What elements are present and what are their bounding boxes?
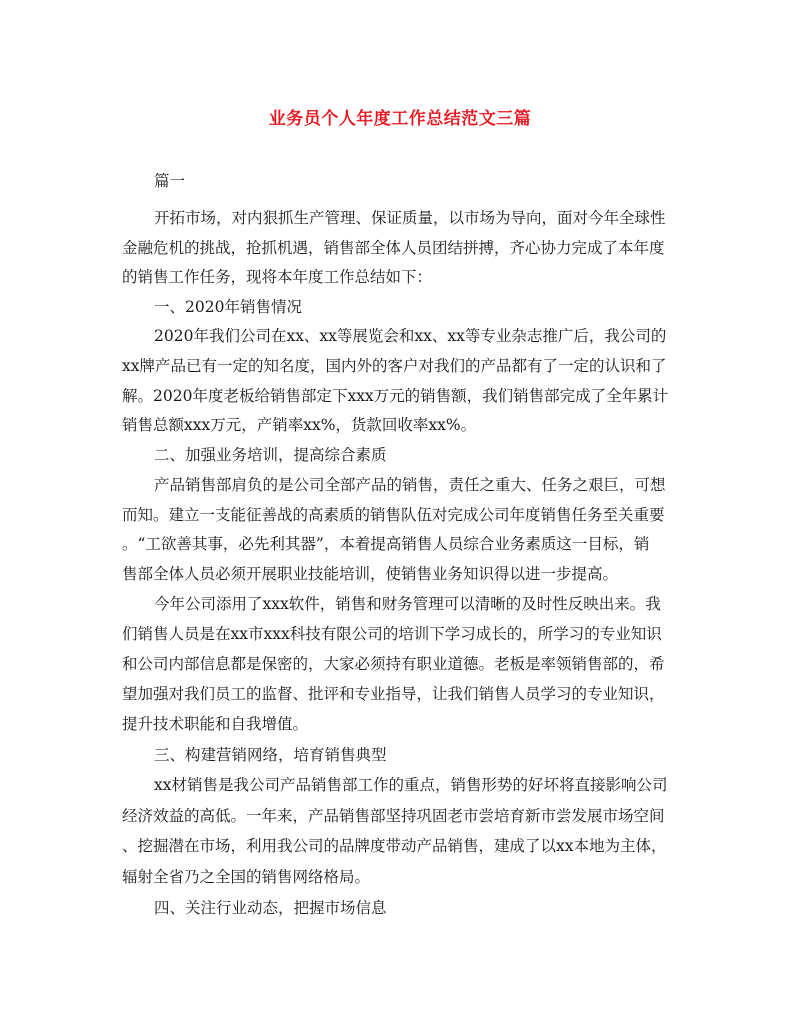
section-heading: 四、关注行业动态，把握市场信息 [154,899,387,917]
paragraph-line: 望加强对我们员工的监督、批评和专业指导，让我们销售人员学习的专业知识， [122,685,665,703]
paragraph-line: 的销售工作任务，现将本年度工作总结如下： [122,268,433,286]
paragraph-line: 销售总额xxx万元，产销率xx%，货款回收率xx%。 [122,416,477,434]
paragraph-line: 们销售人员是在xx市xxx科技有限公司的培训下学习成长的，所学习的专业知识 [122,625,662,643]
paragraph-line: 产品销售部肩负的是公司全部产品的销售，责任之重大、任务之艰巨，可想 [154,476,666,494]
paragraph-line: 和公司内部信息都是保密的，大家必须持有职业道德。老板是率领销售部的，希 [122,655,665,673]
section-heading: 三、构建营销网络，培育销售典型 [154,746,387,764]
paragraph-line: 金融危机的挑战，抢抓机遇，销售部全体人员团结拼搏，齐心协力完成了本年度 [122,239,665,257]
section-label: 篇一 [154,172,186,190]
paragraph-line: 。“工欲善其事，必先利其器”，本着提高销售人员综合业务素质这一目标，销 [122,535,650,553]
paragraph-line: 今年公司添用了xxx软件，销售和财务管理可以清晰的及时性反映出来。我 [154,595,661,613]
document-title: 业务员个人年度工作总结范文三篇 [268,109,532,129]
paragraph-line: 经济效益的高低。一年来，产品销售部坚持巩固老市尝培育新市尝发展市场空间 [122,807,665,825]
paragraph-line: 提升技术职能和自我增值。 [122,715,309,733]
paragraph-line: 2020年我们公司在xx、xx等展览会和xx、xx等专业杂志推广后，我公司的 [154,327,667,345]
paragraph-line: 解。2020年度老板给销售部定下xxx万元的销售额，我们销售部完成了全年累计 [122,387,669,405]
section-heading: 二、加强业务培训，提高综合素质 [154,446,387,464]
paragraph-line: 而知。建立一支能征善战的高素质的销售队伍对完成公司年度销售任务至关重要 [122,506,665,524]
paragraph-line: 开拓市场，对内狠抓生产管理、保证质量，以市场为导向，面对今年全球性 [154,209,666,227]
paragraph-line: xx材销售是我公司产品销售部工作的重点，销售形势的好坏将直接影响公司 [154,776,668,794]
paragraph-line: 辐射全省乃之全国的销售网络格局。 [122,868,371,886]
paragraph-line: 售部全体人员必须开展职业技能培训，使销售业务知识得以进一步提高。 [122,565,619,583]
paragraph-line: xx牌产品已有一定的知名度，国内外的客户对我们的产品都有了一定的认识和了 [122,357,667,375]
paragraph-line: 、挖掘潜在市场，利用我公司的品牌度带动产品销售，建成了以xx本地为主体， [122,837,667,855]
section-heading: 一、2020年销售情况 [154,298,302,316]
